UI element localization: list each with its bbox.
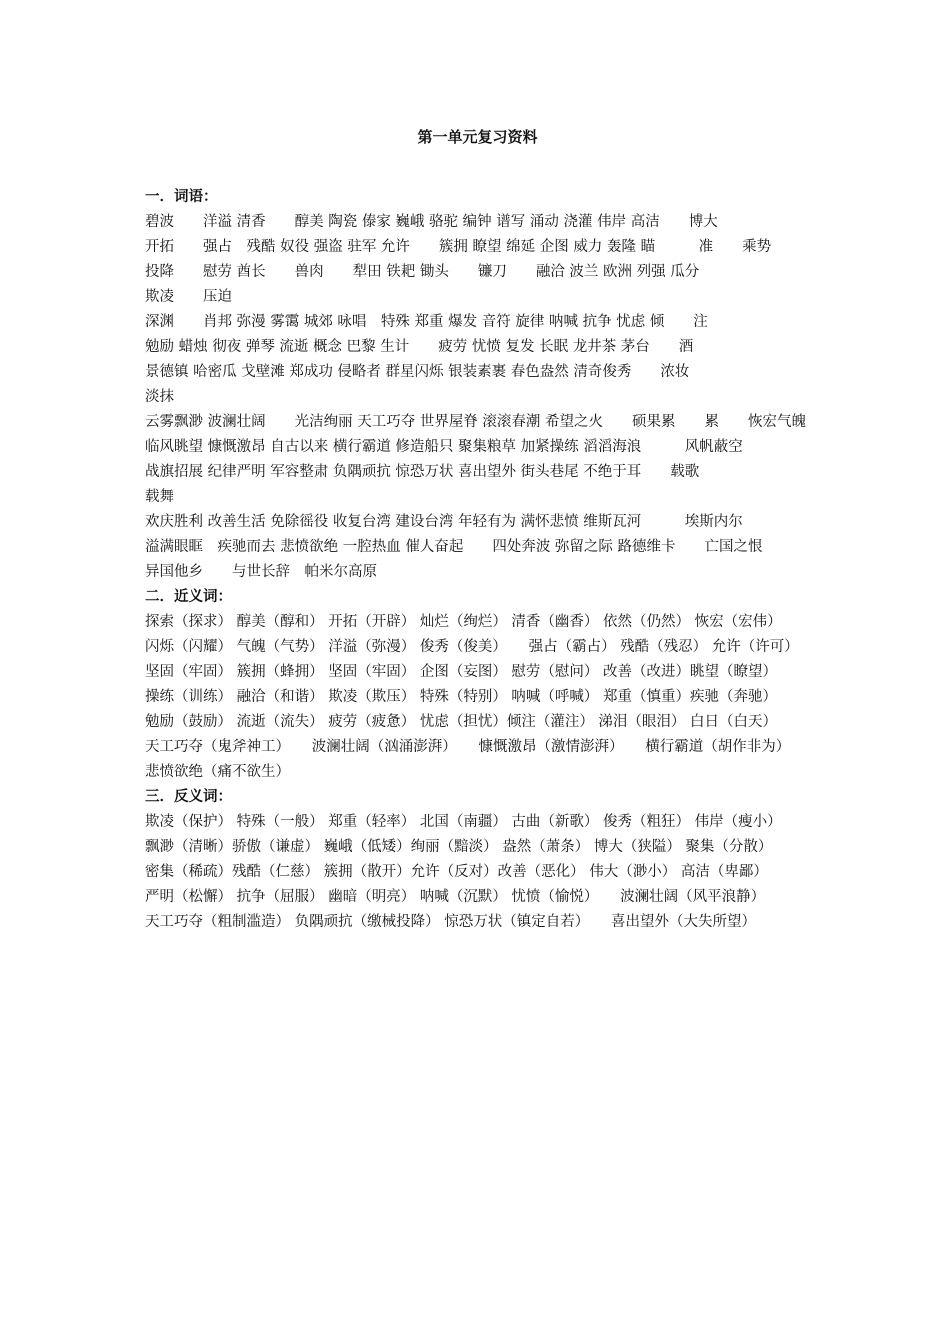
section-heading: 二．近义词： — [145, 589, 232, 605]
text-line: 探索（探求） 醇美（醇和） 开拓（开辟） 灿烂（绚烂） 清香（幽香） 依然（仍然） 恢宏（宏伟） — [145, 614, 782, 630]
text-line: 碧波 洋溢 清香 醇美 陶瓷 傣家 巍峨 骆驼 编钟 谱写 涌动 浇灌 伟岸 高洁 博大 — [145, 214, 718, 230]
text-line: 勉励 蜡烛 彻夜 弹琴 流逝 概念 巴黎 生计 疲劳 忧愤 复发 长眠 龙井茶 茅台 酒 — [145, 339, 694, 355]
text-line: 异国他乡 与世长辞 帕米尔高原 — [145, 564, 377, 580]
text-line: 淡抹 — [145, 389, 174, 405]
page-title: 第一单元复习资料 — [417, 128, 538, 146]
text-line: 深渊 肖邦 弥漫 雾霭 城郊 咏唱 特殊 郑重 爆发 音符 旋律 呐喊 抗争 忧虑 倾 注 — [145, 314, 708, 330]
document-page — [145, 126, 810, 935]
section-synonyms — [145, 585, 810, 785]
text-line: 开拓 强占 残酷 奴役 强盗 驻军 允许 簇拥 瞭望 绵延 企图 威力 轰隆 瞄 准 乘势 — [145, 239, 772, 255]
text-line: 临风眺望 慷慨激昂 自古以来 横行霸道 修造船只 聚集粮草 加紧操练 滔滔海浪 风帆蔽空 — [145, 439, 743, 455]
text-line: 溢满眼眶 疾驰而去 悲愤欲绝 一腔热血 催人奋起 四处奔波 弥留之际 路德维卡 亡国之恨 — [145, 539, 763, 555]
section-heading: 一．词语： — [145, 189, 218, 205]
text-line: 天工巧夺（粗制滥造） 负隅顽抗（缴械投降） 惊恐万状（镇定自若） 喜出望外（大失所望） — [145, 914, 756, 930]
text-line: 飘渺（清晰）骄傲（谦虚） 巍峨（低矮）绚丽（黯淡） 盎然（萧条） 博大（狭隘） 聚集（分散） — [145, 839, 773, 855]
text-line: 勉励（鼓励） 流逝（流失） 疲劳（疲惫） 忧虑（担忧）倾注（灌注） 涕泪（眼泪） 白日（白天） — [145, 714, 778, 730]
section-antonyms — [145, 785, 810, 935]
text-line: 操练（训练） 融洽（和谐） 欺凌（欺压） 特殊（特别） 呐喊（呼喊） 郑重（慎重）疾驰（奔驰） — [145, 689, 778, 705]
text-line: 载舞 — [145, 489, 174, 505]
section-heading: 三．反义词： — [145, 789, 232, 805]
text-line: 悲愤欲绝（痛不欲生） — [145, 764, 290, 780]
text-line: 欺凌（保护） 特殊（一般） 郑重（轻率） 北国（南疆） 古曲（新歌） 俊秀（粗狂） 伟岸（瘦小） — [145, 814, 782, 830]
section-vocabulary — [145, 185, 810, 585]
text-line: 景德镇 哈密瓜 戈壁滩 郑成功 侵略者 群星闪烁 银装素裹 春色盎然 清奇俊秀 浓妆 — [145, 364, 690, 380]
text-line: 欺凌 压迫 — [145, 289, 232, 305]
text-line: 天工巧夺（鬼斧神工） 波澜壮阔（汹涌澎湃） 慷慨激昂（激情澎湃） 横行霸道（胡作非为） — [145, 739, 791, 755]
text-line: 欢庆胜利 改善生活 免除徭役 收复台湾 建设台湾 年轻有为 满怀悲愤 维斯瓦河 埃斯内尔 — [145, 514, 743, 530]
text-line: 投降 慰劳 酋长 兽肉 犁田 铁耙 锄头 镰刀 融洽 波兰 欧洲 列强 瓜分 — [145, 264, 700, 280]
text-line: 坚固（牢固） 簇拥（蜂拥） 坚固（牢固） 企图（妄图） 慰劳（慰问） 改善（改进）眺望（瞭望） — [145, 664, 778, 680]
text-line: 战旗招展 纪律严明 军容整肃 负隅顽抗 惊恐万状 喜出望外 街头巷尾 不绝于耳 载歌 — [145, 464, 700, 480]
text-line: 严明（松懈） 抗争（屈服） 幽暗（明亮） 呐喊（沉默） 忧愤（愉悦） 波澜壮阔（风平浪静） — [145, 889, 766, 905]
text-line: 闪烁（闪耀） 气魄（气势） 洋溢（弥漫） 俊秀（俊美） 强占（霸占） 残酷（残忍） 允许（许可） — [145, 639, 799, 655]
text-line: 密集（稀疏）残酷（仁慈） 簇拥（散开）允许（反对）改善（恶化） 伟大（渺小） 高洁（卑鄙） — [145, 864, 768, 880]
text-line: 云雾飘渺 波澜壮阔 光洁绚丽 天工巧夺 世界屋脊 滚滚春潮 希望之火 硕果累 累 恢宏气魄 — [145, 414, 807, 430]
